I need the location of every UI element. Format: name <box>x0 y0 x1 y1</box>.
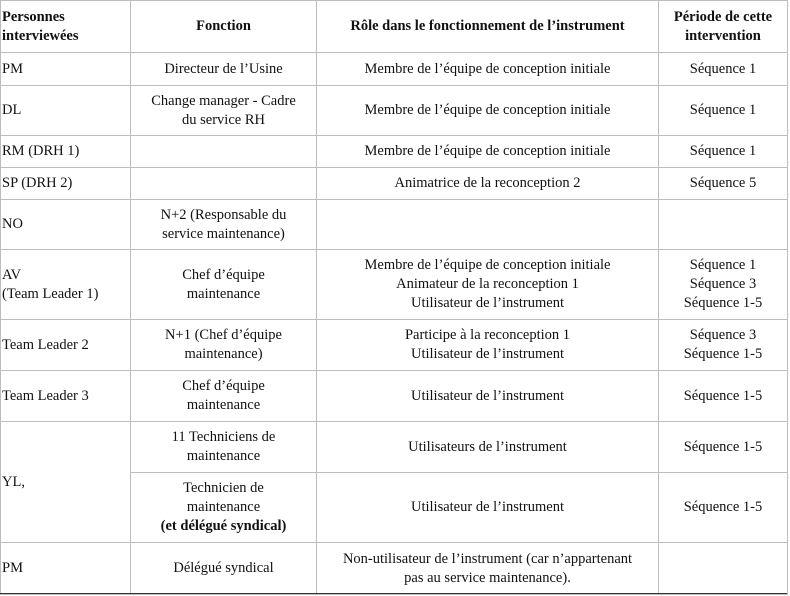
table-row <box>1 250 788 320</box>
person-cell: DL <box>1 86 131 136</box>
function-cell: Technicien de maintenance (et délégué syndical) <box>131 473 317 543</box>
function-cell <box>131 168 317 200</box>
table-row <box>1 371 788 422</box>
person-cell: Team Leader 3 <box>1 371 131 422</box>
header-persons: Personnes interviewées <box>1 1 131 53</box>
bottom-rule <box>0 593 787 594</box>
table-row <box>1 320 788 371</box>
person-cell: PM <box>1 543 131 595</box>
person-cell: RM (DRH 1) <box>1 136 131 168</box>
function-cell: 11 Techniciens de maintenance <box>131 422 317 473</box>
role-cell: Utilisateur de l’instrument <box>317 371 659 422</box>
role-cell: Utilisateurs de l’instrument <box>317 422 659 473</box>
header-role: Rôle dans le fonctionnement de l’instrument <box>317 1 659 53</box>
table-row <box>1 422 788 473</box>
role-cell: Utilisateur de l’instrument <box>317 473 659 543</box>
function-cell: N+2 (Responsable du service maintenance) <box>131 200 317 250</box>
table-row <box>1 53 788 86</box>
role-cell: Animatrice de la reconception 2 <box>317 168 659 200</box>
period-cell: Séquence 1-5 <box>659 422 788 473</box>
function-cell <box>131 136 317 168</box>
table-row <box>1 136 788 168</box>
period-cell: Séquence 5 <box>659 168 788 200</box>
function-cell: N+1 (Chef d’équipe maintenance) <box>131 320 317 371</box>
function-cell: Délégué syndical <box>131 543 317 595</box>
person-cell: AV (Team Leader 1) <box>1 250 131 320</box>
person-cell: PM <box>1 53 131 86</box>
person-cell: SP (DRH 2) <box>1 168 131 200</box>
function-cell: Directeur de l’Usine <box>131 53 317 86</box>
header-row <box>1 1 788 53</box>
period-cell <box>659 543 788 595</box>
period-cell: Séquence 1-5 <box>659 371 788 422</box>
header-period: Période de cette intervention <box>659 1 788 53</box>
function-cell: Change manager - Cadre du service RH <box>131 86 317 136</box>
person-cell: NO <box>1 200 131 250</box>
role-cell: Membre de l’équipe de conception initiale Animateur de la reconception 1 Utilisateur de l’instrument <box>317 250 659 320</box>
person-cell: YL, <box>1 422 131 543</box>
person-cell: Team Leader 2 <box>1 320 131 371</box>
period-cell: Séquence 1 Séquence 3 Séquence 1-5 <box>659 250 788 320</box>
table-row <box>1 168 788 200</box>
function-cell: Chef d’équipe maintenance <box>131 250 317 320</box>
table-row <box>1 200 788 250</box>
role-cell: Membre de l’équipe de conception initiale <box>317 86 659 136</box>
role-cell <box>317 200 659 250</box>
period-cell: Séquence 3 Séquence 1-5 <box>659 320 788 371</box>
role-cell: Non-utilisateur de l’instrument (car n’appartenant pas au service maintenance). <box>317 543 659 595</box>
role-cell: Membre de l’équipe de conception initiale <box>317 136 659 168</box>
role-cell: Membre de l’équipe de conception initiale <box>317 53 659 86</box>
period-cell: Séquence 1-5 <box>659 473 788 543</box>
role-cell: Participe à la reconception 1 Utilisateur de l’instrument <box>317 320 659 371</box>
table-row <box>1 86 788 136</box>
table-row <box>1 543 788 595</box>
period-cell: Séquence 1 <box>659 136 788 168</box>
function-cell: Chef d’équipe maintenance <box>131 371 317 422</box>
period-cell: Séquence 1 <box>659 86 788 136</box>
header-function: Fonction <box>131 1 317 53</box>
period-cell: Séquence 1 <box>659 53 788 86</box>
period-cell <box>659 200 788 250</box>
